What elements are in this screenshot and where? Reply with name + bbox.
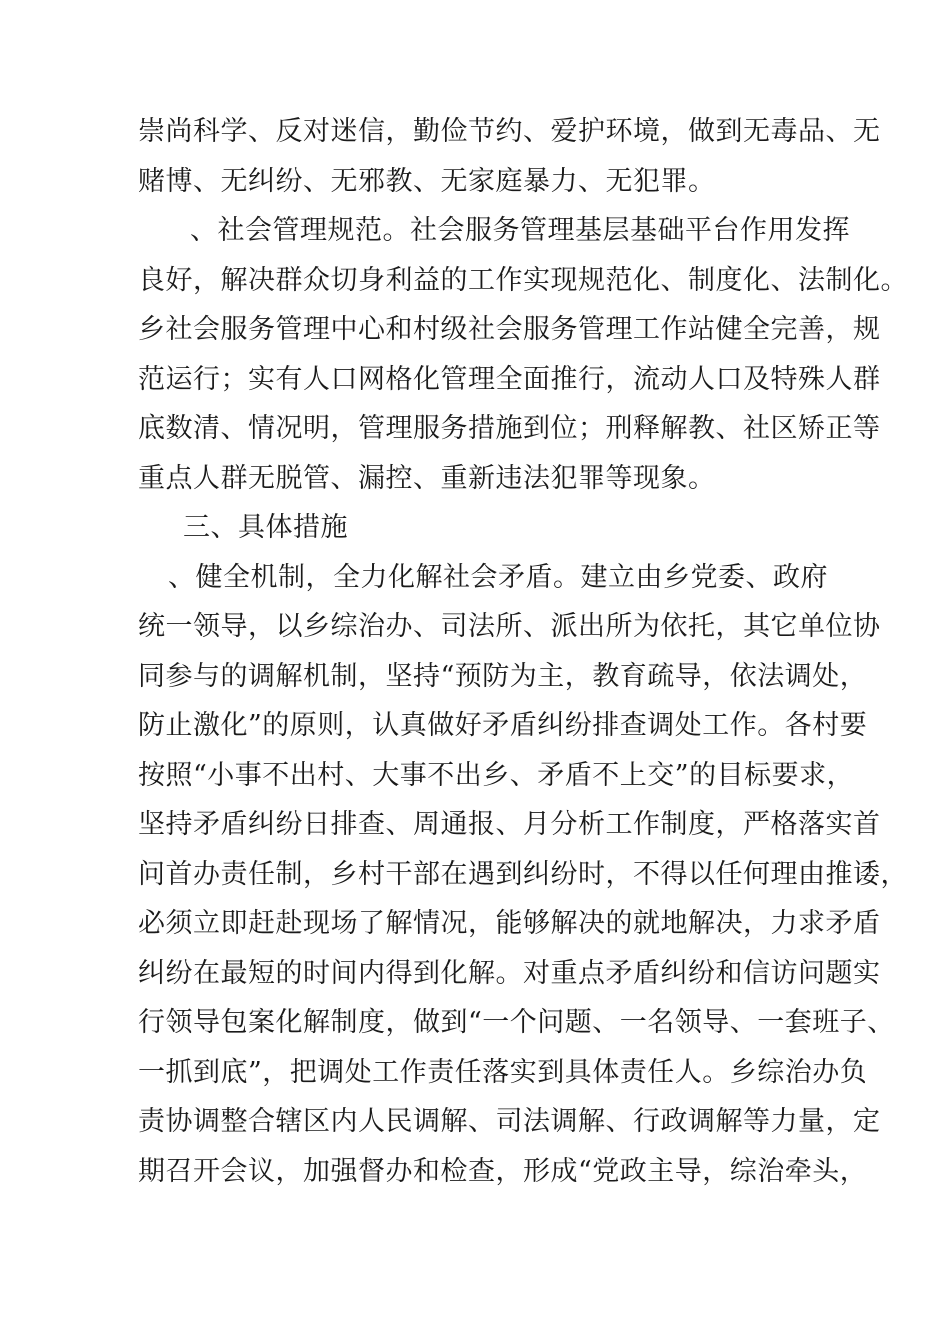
text-line: 纠纷在最短的时间内得到化解。对重点矛盾纠纷和信访问题实 [138,958,881,989]
text-line: 同参与的调解机制，坚持“预防为主，教育疏导，依法调处， [138,661,868,692]
text-line: 统一领导，以乡综治办、司法所、派出所为依托，其它单位协 [138,611,881,642]
text-line: 期召开会议，加强督办和检查，形成“党政主导，综治牵头， [138,1156,868,1187]
text-line: 坚持矛盾纠纷日排查、周通报、月分析工作制度，严格落实首 [138,809,881,840]
text-line: 重点人群无脱管、漏控、重新违法犯罪等现象。 [138,463,716,494]
text-line: 防止激化”的原则，认真做好矛盾纠纷排查调处工作。各村要 [138,710,868,741]
text-line: 行领导包案化解制度，做到“一个问题、一名领导、一套班子、 [138,1007,895,1038]
text-line: 底数清、情况明，管理服务措施到位；刑释解教、社区矫正等 [138,413,881,444]
text-line: 必须立即赶赴现场了解情况，能够解决的就地解决，力求矛盾 [138,908,881,939]
text-line: 良好，解决群众切身利益的工作实现规范化、制度化、法制化。 [138,265,908,296]
text-line: 按照“小事不出村、大事不出乡、矛盾不上交”的目标要求， [138,760,855,791]
text-line: 责协调整合辖区内人民调解、司法调解、行政调解等力量，定 [138,1106,881,1137]
text-line: 乡社会服务管理中心和村级社会服务管理工作站健全完善，规 [138,314,881,345]
paragraph-heading: 、社会管理规范。社会服务管理基层基础平台作用发挥 [190,215,850,246]
text-line: 崇尚科学、反对迷信，勤俭节约、爱护环境，做到无毒品、无 [138,116,881,147]
text-line: 赌博、无纠纷、无邪教、无家庭暴力、无犯罪。 [138,166,716,197]
section-heading: 三、具体措施 [183,512,348,543]
paragraph-heading: 、健全机制，全力化解社会矛盾。建立由乡党委、政府 [168,562,828,593]
text-line: 范运行；实有人口网格化管理全面推行，流动人口及特殊人群 [138,364,881,395]
text-line: 问首办责任制，乡村干部在遇到纠纷时，不得以任何理由推诿， [138,859,908,890]
text-line: 一抓到底”，把调处工作责任落实到具体责任人。乡综治办负 [138,1057,868,1088]
